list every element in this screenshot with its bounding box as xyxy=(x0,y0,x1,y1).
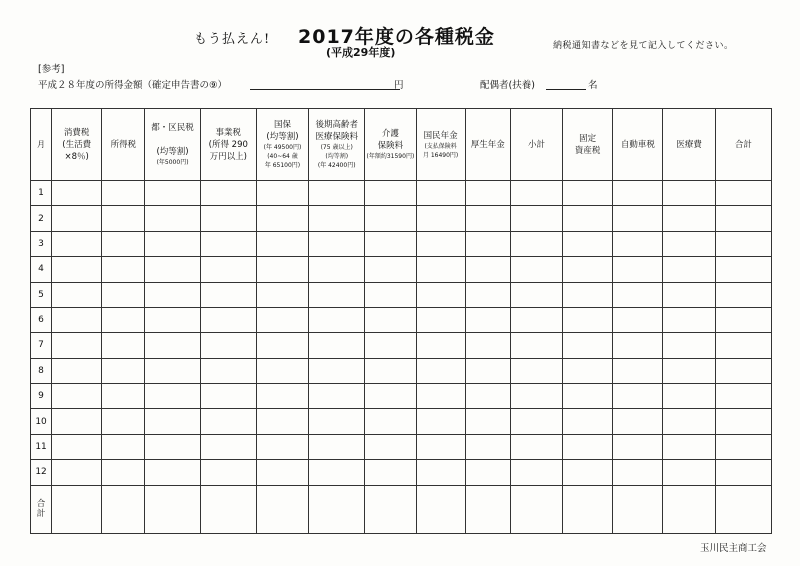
income-field[interactable] xyxy=(250,89,400,90)
entry-cell[interactable] xyxy=(52,307,102,332)
entry-cell[interactable] xyxy=(309,460,365,485)
month-label: 12 xyxy=(31,460,52,485)
entry-cell[interactable] xyxy=(52,333,102,358)
month-label: 合 計 xyxy=(31,485,52,534)
entry-cell[interactable] xyxy=(510,206,562,231)
month-label: 5 xyxy=(31,282,52,307)
entry-cell[interactable] xyxy=(102,231,145,256)
entry-cell[interactable] xyxy=(309,485,365,534)
entry-cell[interactable] xyxy=(256,206,308,231)
month-label: 1 xyxy=(31,181,52,206)
entry-cell[interactable] xyxy=(613,257,663,282)
income-label: 平成２８年度の所得金額（確定申告書の⑨） xyxy=(38,80,228,91)
entry-cell[interactable] xyxy=(715,181,771,206)
column-label: 自動車税 xyxy=(620,139,655,150)
column-header xyxy=(715,109,771,181)
entry-cell[interactable] xyxy=(663,231,715,256)
entry-cell[interactable] xyxy=(145,409,200,434)
entry-cell[interactable] xyxy=(563,358,613,383)
column-header xyxy=(102,109,145,181)
entry-cell[interactable] xyxy=(256,384,308,409)
column-header xyxy=(416,109,465,181)
entry-cell[interactable] xyxy=(510,434,562,459)
entry-cell[interactable] xyxy=(200,206,256,231)
entry-cell[interactable] xyxy=(102,358,145,383)
entry-cell[interactable] xyxy=(663,333,715,358)
entry-cell[interactable] xyxy=(465,282,510,307)
column-note: (年5000円) xyxy=(156,159,189,166)
entry-cell[interactable] xyxy=(715,333,771,358)
entry-cell[interactable] xyxy=(563,460,613,485)
column-label: 固定 資産税 xyxy=(574,133,601,156)
page-subtitle: (平成29年度) xyxy=(326,46,396,59)
entry-cell[interactable] xyxy=(256,409,308,434)
entry-cell[interactable] xyxy=(309,307,365,332)
month-label: 10 xyxy=(31,409,52,434)
column-label: 厚生年金 xyxy=(470,139,505,150)
column-label: 小計 xyxy=(527,139,545,150)
entry-cell[interactable] xyxy=(613,333,663,358)
month-label: 4 xyxy=(31,257,52,282)
column-note: (支払保険料 月 16490円) xyxy=(422,142,459,159)
entry-cell[interactable] xyxy=(52,485,102,534)
entry-cell[interactable] xyxy=(309,206,365,231)
entry-cell[interactable] xyxy=(715,460,771,485)
entry-cell[interactable] xyxy=(416,384,465,409)
entry-cell[interactable] xyxy=(416,358,465,383)
table-row xyxy=(31,206,772,231)
header-row xyxy=(31,109,772,181)
entry-cell[interactable] xyxy=(52,231,102,256)
entry-cell[interactable] xyxy=(663,409,715,434)
entry-cell[interactable] xyxy=(309,282,365,307)
entry-cell[interactable] xyxy=(309,358,365,383)
entry-cell[interactable] xyxy=(663,485,715,534)
column-label: 所得税 xyxy=(110,139,137,150)
page-header xyxy=(0,22,800,62)
page-title: 2017年度の各種税金 xyxy=(298,26,495,48)
entry-cell[interactable] xyxy=(715,206,771,231)
entry-cell[interactable] xyxy=(365,206,416,231)
entry-cell[interactable] xyxy=(365,231,416,256)
entry-cell[interactable] xyxy=(510,181,562,206)
entry-cell[interactable] xyxy=(52,257,102,282)
entry-cell[interactable] xyxy=(510,307,562,332)
entry-cell[interactable] xyxy=(52,409,102,434)
table-row xyxy=(31,384,772,409)
entry-cell[interactable] xyxy=(145,358,200,383)
entry-cell[interactable] xyxy=(563,257,613,282)
column-label: 介護 保険料 xyxy=(377,129,404,151)
entry-cell[interactable] xyxy=(465,181,510,206)
entry-cell[interactable] xyxy=(510,460,562,485)
entry-cell[interactable] xyxy=(256,231,308,256)
entry-cell[interactable] xyxy=(416,333,465,358)
entry-cell[interactable] xyxy=(715,434,771,459)
entry-cell[interactable] xyxy=(715,307,771,332)
column-label: 事業税 (所得 290 万円以上) xyxy=(208,127,248,162)
entry-cell[interactable] xyxy=(52,358,102,383)
entry-cell[interactable] xyxy=(102,434,145,459)
table-row xyxy=(31,409,772,434)
entry-cell[interactable] xyxy=(416,434,465,459)
entry-cell[interactable] xyxy=(465,434,510,459)
entry-cell[interactable] xyxy=(510,257,562,282)
entry-cell[interactable] xyxy=(613,358,663,383)
entry-cell[interactable] xyxy=(563,307,613,332)
entry-cell[interactable] xyxy=(145,460,200,485)
table-row xyxy=(31,282,772,307)
entry-cell[interactable] xyxy=(256,358,308,383)
entry-cell[interactable] xyxy=(256,460,308,485)
entry-cell[interactable] xyxy=(52,181,102,206)
entry-cell[interactable] xyxy=(145,384,200,409)
entry-cell[interactable] xyxy=(102,257,145,282)
entry-cell[interactable] xyxy=(365,282,416,307)
entry-cell[interactable] xyxy=(145,485,200,534)
column-note: (75 歳以上) (均等割) (年 42400円) xyxy=(317,144,356,169)
entry-cell[interactable] xyxy=(663,460,715,485)
table-row xyxy=(31,231,772,256)
table-row xyxy=(31,460,772,485)
entry-cell[interactable] xyxy=(563,231,613,256)
entry-cell[interactable] xyxy=(365,384,416,409)
month-label: 8 xyxy=(31,358,52,383)
entry-cell[interactable] xyxy=(365,434,416,459)
column-header xyxy=(365,109,416,181)
entry-cell[interactable] xyxy=(465,384,510,409)
entry-cell[interactable] xyxy=(465,333,510,358)
entry-cell[interactable] xyxy=(102,409,145,434)
entry-cell[interactable] xyxy=(102,485,145,534)
entry-cell[interactable] xyxy=(663,307,715,332)
entry-cell[interactable] xyxy=(465,257,510,282)
tax-table xyxy=(30,108,772,534)
entry-cell[interactable] xyxy=(465,231,510,256)
entry-cell[interactable] xyxy=(309,434,365,459)
table-row xyxy=(31,485,772,534)
column-label: 消費税 (生活費 ×8％) xyxy=(62,127,92,162)
entry-cell[interactable] xyxy=(365,358,416,383)
entry-cell[interactable] xyxy=(416,181,465,206)
column-header xyxy=(663,109,715,181)
entry-cell[interactable] xyxy=(465,485,510,534)
entry-cell[interactable] xyxy=(365,409,416,434)
entry-cell[interactable] xyxy=(309,257,365,282)
entry-cell[interactable] xyxy=(309,409,365,434)
entry-cell[interactable] xyxy=(510,333,562,358)
entry-cell[interactable] xyxy=(145,206,200,231)
entry-cell[interactable] xyxy=(715,257,771,282)
entry-cell[interactable] xyxy=(563,485,613,534)
entry-cell[interactable] xyxy=(663,181,715,206)
income-line xyxy=(38,77,798,93)
entry-cell[interactable] xyxy=(510,358,562,383)
entry-cell[interactable] xyxy=(465,409,510,434)
entry-cell[interactable] xyxy=(200,257,256,282)
column-header xyxy=(145,109,200,181)
entry-cell[interactable] xyxy=(510,409,562,434)
entry-cell[interactable] xyxy=(145,434,200,459)
entry-cell[interactable] xyxy=(563,333,613,358)
entry-cell[interactable] xyxy=(256,485,308,534)
entry-cell[interactable] xyxy=(510,282,562,307)
entry-cell[interactable] xyxy=(510,231,562,256)
table-row xyxy=(31,358,772,383)
entry-cell[interactable] xyxy=(663,434,715,459)
entry-cell[interactable] xyxy=(200,485,256,534)
reference-label: [参考] xyxy=(38,64,65,75)
spouse-field[interactable] xyxy=(546,89,586,90)
column-note: (年 49500円) (40~64 歳 年 65100円) xyxy=(263,144,302,169)
month-label: 11 xyxy=(31,434,52,459)
entry-cell[interactable] xyxy=(200,181,256,206)
entry-cell[interactable] xyxy=(102,181,145,206)
entry-cell[interactable] xyxy=(309,231,365,256)
entry-cell[interactable] xyxy=(613,181,663,206)
entry-cell[interactable] xyxy=(200,333,256,358)
entry-cell[interactable] xyxy=(102,282,145,307)
entry-cell[interactable] xyxy=(145,181,200,206)
entry-cell[interactable] xyxy=(309,181,365,206)
entry-cell[interactable] xyxy=(256,307,308,332)
month-label: 3 xyxy=(31,231,52,256)
column-note: (年額約31590円) xyxy=(366,153,415,160)
entry-cell[interactable] xyxy=(416,409,465,434)
entry-cell[interactable] xyxy=(715,485,771,534)
entry-cell[interactable] xyxy=(416,282,465,307)
entry-cell[interactable] xyxy=(145,307,200,332)
column-header xyxy=(563,109,613,181)
entry-cell[interactable] xyxy=(563,434,613,459)
entry-cell[interactable] xyxy=(200,460,256,485)
month-label: 9 xyxy=(31,384,52,409)
entry-cell[interactable] xyxy=(309,384,365,409)
entry-cell[interactable] xyxy=(563,384,613,409)
entry-cell[interactable] xyxy=(663,282,715,307)
entry-cell[interactable] xyxy=(102,307,145,332)
column-label: 合計 xyxy=(734,139,752,150)
column-label: 国保 (均等割) xyxy=(266,120,299,142)
entry-cell[interactable] xyxy=(663,358,715,383)
entry-cell[interactable] xyxy=(416,231,465,256)
income-unit: 円 xyxy=(394,80,404,91)
entry-cell[interactable] xyxy=(663,206,715,231)
entry-cell[interactable] xyxy=(416,460,465,485)
entry-cell[interactable] xyxy=(52,282,102,307)
entry-cell[interactable] xyxy=(613,409,663,434)
entry-cell[interactable] xyxy=(613,282,663,307)
organization-name: 玉川民主商工会 xyxy=(700,543,767,554)
entry-cell[interactable] xyxy=(52,384,102,409)
spouse-unit: 名 xyxy=(588,80,598,91)
entry-cell[interactable] xyxy=(256,434,308,459)
entry-cell[interactable] xyxy=(613,460,663,485)
table-row xyxy=(31,307,772,332)
column-label: 医療費 xyxy=(676,139,702,150)
entry-cell[interactable] xyxy=(510,485,562,534)
entry-cell[interactable] xyxy=(52,434,102,459)
entry-cell[interactable] xyxy=(200,409,256,434)
table-row xyxy=(31,333,772,358)
entry-cell[interactable] xyxy=(465,358,510,383)
entry-cell[interactable] xyxy=(510,384,562,409)
month-label: 2 xyxy=(31,206,52,231)
entry-cell[interactable] xyxy=(465,460,510,485)
entry-cell[interactable] xyxy=(365,307,416,332)
entry-cell[interactable] xyxy=(715,231,771,256)
entry-cell[interactable] xyxy=(365,460,416,485)
entry-cell[interactable] xyxy=(715,409,771,434)
entry-cell[interactable] xyxy=(715,358,771,383)
entry-cell[interactable] xyxy=(563,409,613,434)
entry-cell[interactable] xyxy=(663,257,715,282)
entry-cell[interactable] xyxy=(416,257,465,282)
entry-cell[interactable] xyxy=(200,231,256,256)
entry-cell[interactable] xyxy=(416,206,465,231)
entry-cell[interactable] xyxy=(563,181,613,206)
entry-cell[interactable] xyxy=(416,485,465,534)
entry-cell[interactable] xyxy=(613,434,663,459)
entry-cell[interactable] xyxy=(145,231,200,256)
entry-cell[interactable] xyxy=(613,231,663,256)
entry-cell[interactable] xyxy=(200,434,256,459)
column-label: 後期高齢者 医療保険料 xyxy=(315,120,358,142)
entry-cell[interactable] xyxy=(663,384,715,409)
column-header xyxy=(309,109,365,181)
column-label: 国民年金 xyxy=(423,130,458,141)
column-header xyxy=(510,109,562,181)
table-row xyxy=(31,181,772,206)
instruction-note: 納税通知書などを見て記入してください。 xyxy=(553,41,734,51)
entry-cell[interactable] xyxy=(145,282,200,307)
entry-cell[interactable] xyxy=(256,282,308,307)
entry-cell[interactable] xyxy=(365,333,416,358)
entry-cell[interactable] xyxy=(200,384,256,409)
entry-cell[interactable] xyxy=(145,257,200,282)
entry-cell[interactable] xyxy=(200,358,256,383)
entry-cell[interactable] xyxy=(256,181,308,206)
table-row xyxy=(31,434,772,459)
month-label: 7 xyxy=(31,333,52,358)
entry-cell[interactable] xyxy=(200,307,256,332)
entry-cell[interactable] xyxy=(563,282,613,307)
entry-cell[interactable] xyxy=(200,282,256,307)
entry-cell[interactable] xyxy=(52,206,102,231)
month-label: 6 xyxy=(31,307,52,332)
tagline: もう払えん! xyxy=(194,32,271,47)
entry-cell[interactable] xyxy=(715,282,771,307)
entry-cell[interactable] xyxy=(563,206,613,231)
entry-cell[interactable] xyxy=(613,485,663,534)
entry-cell[interactable] xyxy=(52,460,102,485)
entry-cell[interactable] xyxy=(416,307,465,332)
entry-cell[interactable] xyxy=(613,307,663,332)
entry-cell[interactable] xyxy=(465,206,510,231)
month-header: 月 xyxy=(31,109,52,181)
column-header xyxy=(200,109,256,181)
entry-cell[interactable] xyxy=(365,257,416,282)
entry-cell[interactable] xyxy=(465,307,510,332)
entry-cell[interactable] xyxy=(256,333,308,358)
entry-cell[interactable] xyxy=(102,460,145,485)
column-label: 都・区民税 (均等割) xyxy=(151,123,194,157)
entry-cell[interactable] xyxy=(309,333,365,358)
column-header xyxy=(465,109,510,181)
entry-cell[interactable] xyxy=(102,206,145,231)
column-header xyxy=(52,109,102,181)
column-header xyxy=(613,109,663,181)
entry-cell[interactable] xyxy=(365,485,416,534)
table-row xyxy=(31,257,772,282)
entry-cell[interactable] xyxy=(613,384,663,409)
spouse-label: 配偶者(扶養) xyxy=(480,80,535,91)
column-header xyxy=(256,109,308,181)
entry-cell[interactable] xyxy=(102,333,145,358)
entry-cell[interactable] xyxy=(102,384,145,409)
entry-cell[interactable] xyxy=(145,333,200,358)
entry-cell[interactable] xyxy=(256,257,308,282)
entry-cell[interactable] xyxy=(613,206,663,231)
entry-cell[interactable] xyxy=(715,384,771,409)
entry-cell[interactable] xyxy=(365,181,416,206)
